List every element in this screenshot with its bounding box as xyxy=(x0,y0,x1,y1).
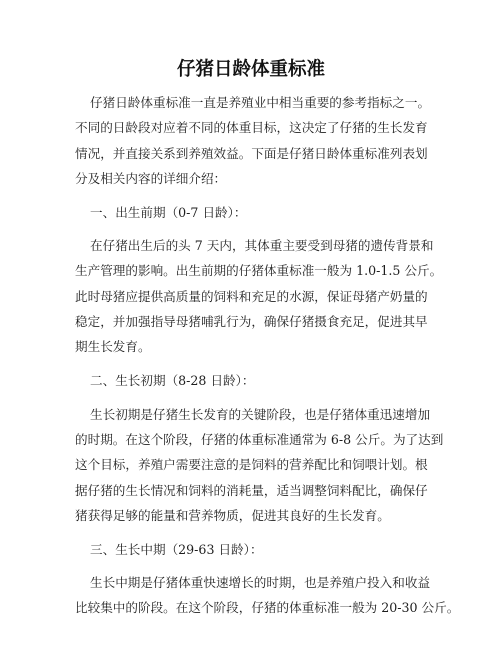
paragraph-line: 期生长发育。 xyxy=(75,339,151,354)
paragraph-line: 在仔猪出生后的头 7 天内，其体重主要受到母猪的遗传背景和 xyxy=(90,238,434,253)
paragraph-line: 比较集中的阶段。在这个阶段，仔猪的体重标准一般为 20-30 公斤。 xyxy=(75,600,460,615)
paragraph-line: 生产管理的影响。出生前期的仔猪体重标准一般为 1.0-1.5 公斤。 xyxy=(75,263,443,278)
paragraph-line: 的时期。在这个阶段，仔猪的体重标准通常为 6-8 公斤。为了达到 xyxy=(75,432,444,447)
paragraph-line: 生长初期是仔猪生长发育的关键阶段，也是仔猪体重迅速增加 xyxy=(90,407,431,422)
paragraph-line: 情况，并直接关系到养殖效益。下面是仔猪日龄体重标准列表划 xyxy=(75,146,428,161)
paragraph-line: 这个目标，养殖户需要注意的是饲料的营养配比和饲喂计划。根 xyxy=(75,457,428,472)
section-heading: 三、生长中期（29-63 日龄）： xyxy=(90,542,263,557)
paragraph-line: 稳定，并加强指导母猪哺乳行为，确保仔猪摄食充足，促进其早 xyxy=(75,314,428,329)
paragraph-line: 不同的日龄段对应着不同的体重目标，这决定了仔猪的生长发育 xyxy=(75,120,428,135)
paragraph-line: 此时母猪应提供高质量的饲料和充足的水源，保证母猪产奶量的 xyxy=(75,289,428,304)
paragraph-line: 生长中期是仔猪体重快速增长的时期，也是养殖户投入和收益 xyxy=(90,575,431,590)
paragraph-line: 分及相关内容的详细介绍： xyxy=(75,171,227,186)
paragraph-line: 仔猪日龄体重标准一直是养殖业中相当重要的参考指标之一。 xyxy=(90,95,431,110)
paragraph-line: 据仔猪的生长情况和饲料的消耗量，适当调整饲料配比，确保仔 xyxy=(75,483,428,498)
section-heading: 二、生长初期（8-28 日龄）： xyxy=(90,373,255,388)
document-title: 仔猪日龄体重标准 xyxy=(176,59,325,80)
paragraph-line: 猪获得足够的能量和营养物质，促进其良好的生长发育。 xyxy=(75,508,390,523)
section-heading: 一、出生前期（0-7 日龄）： xyxy=(90,205,247,220)
